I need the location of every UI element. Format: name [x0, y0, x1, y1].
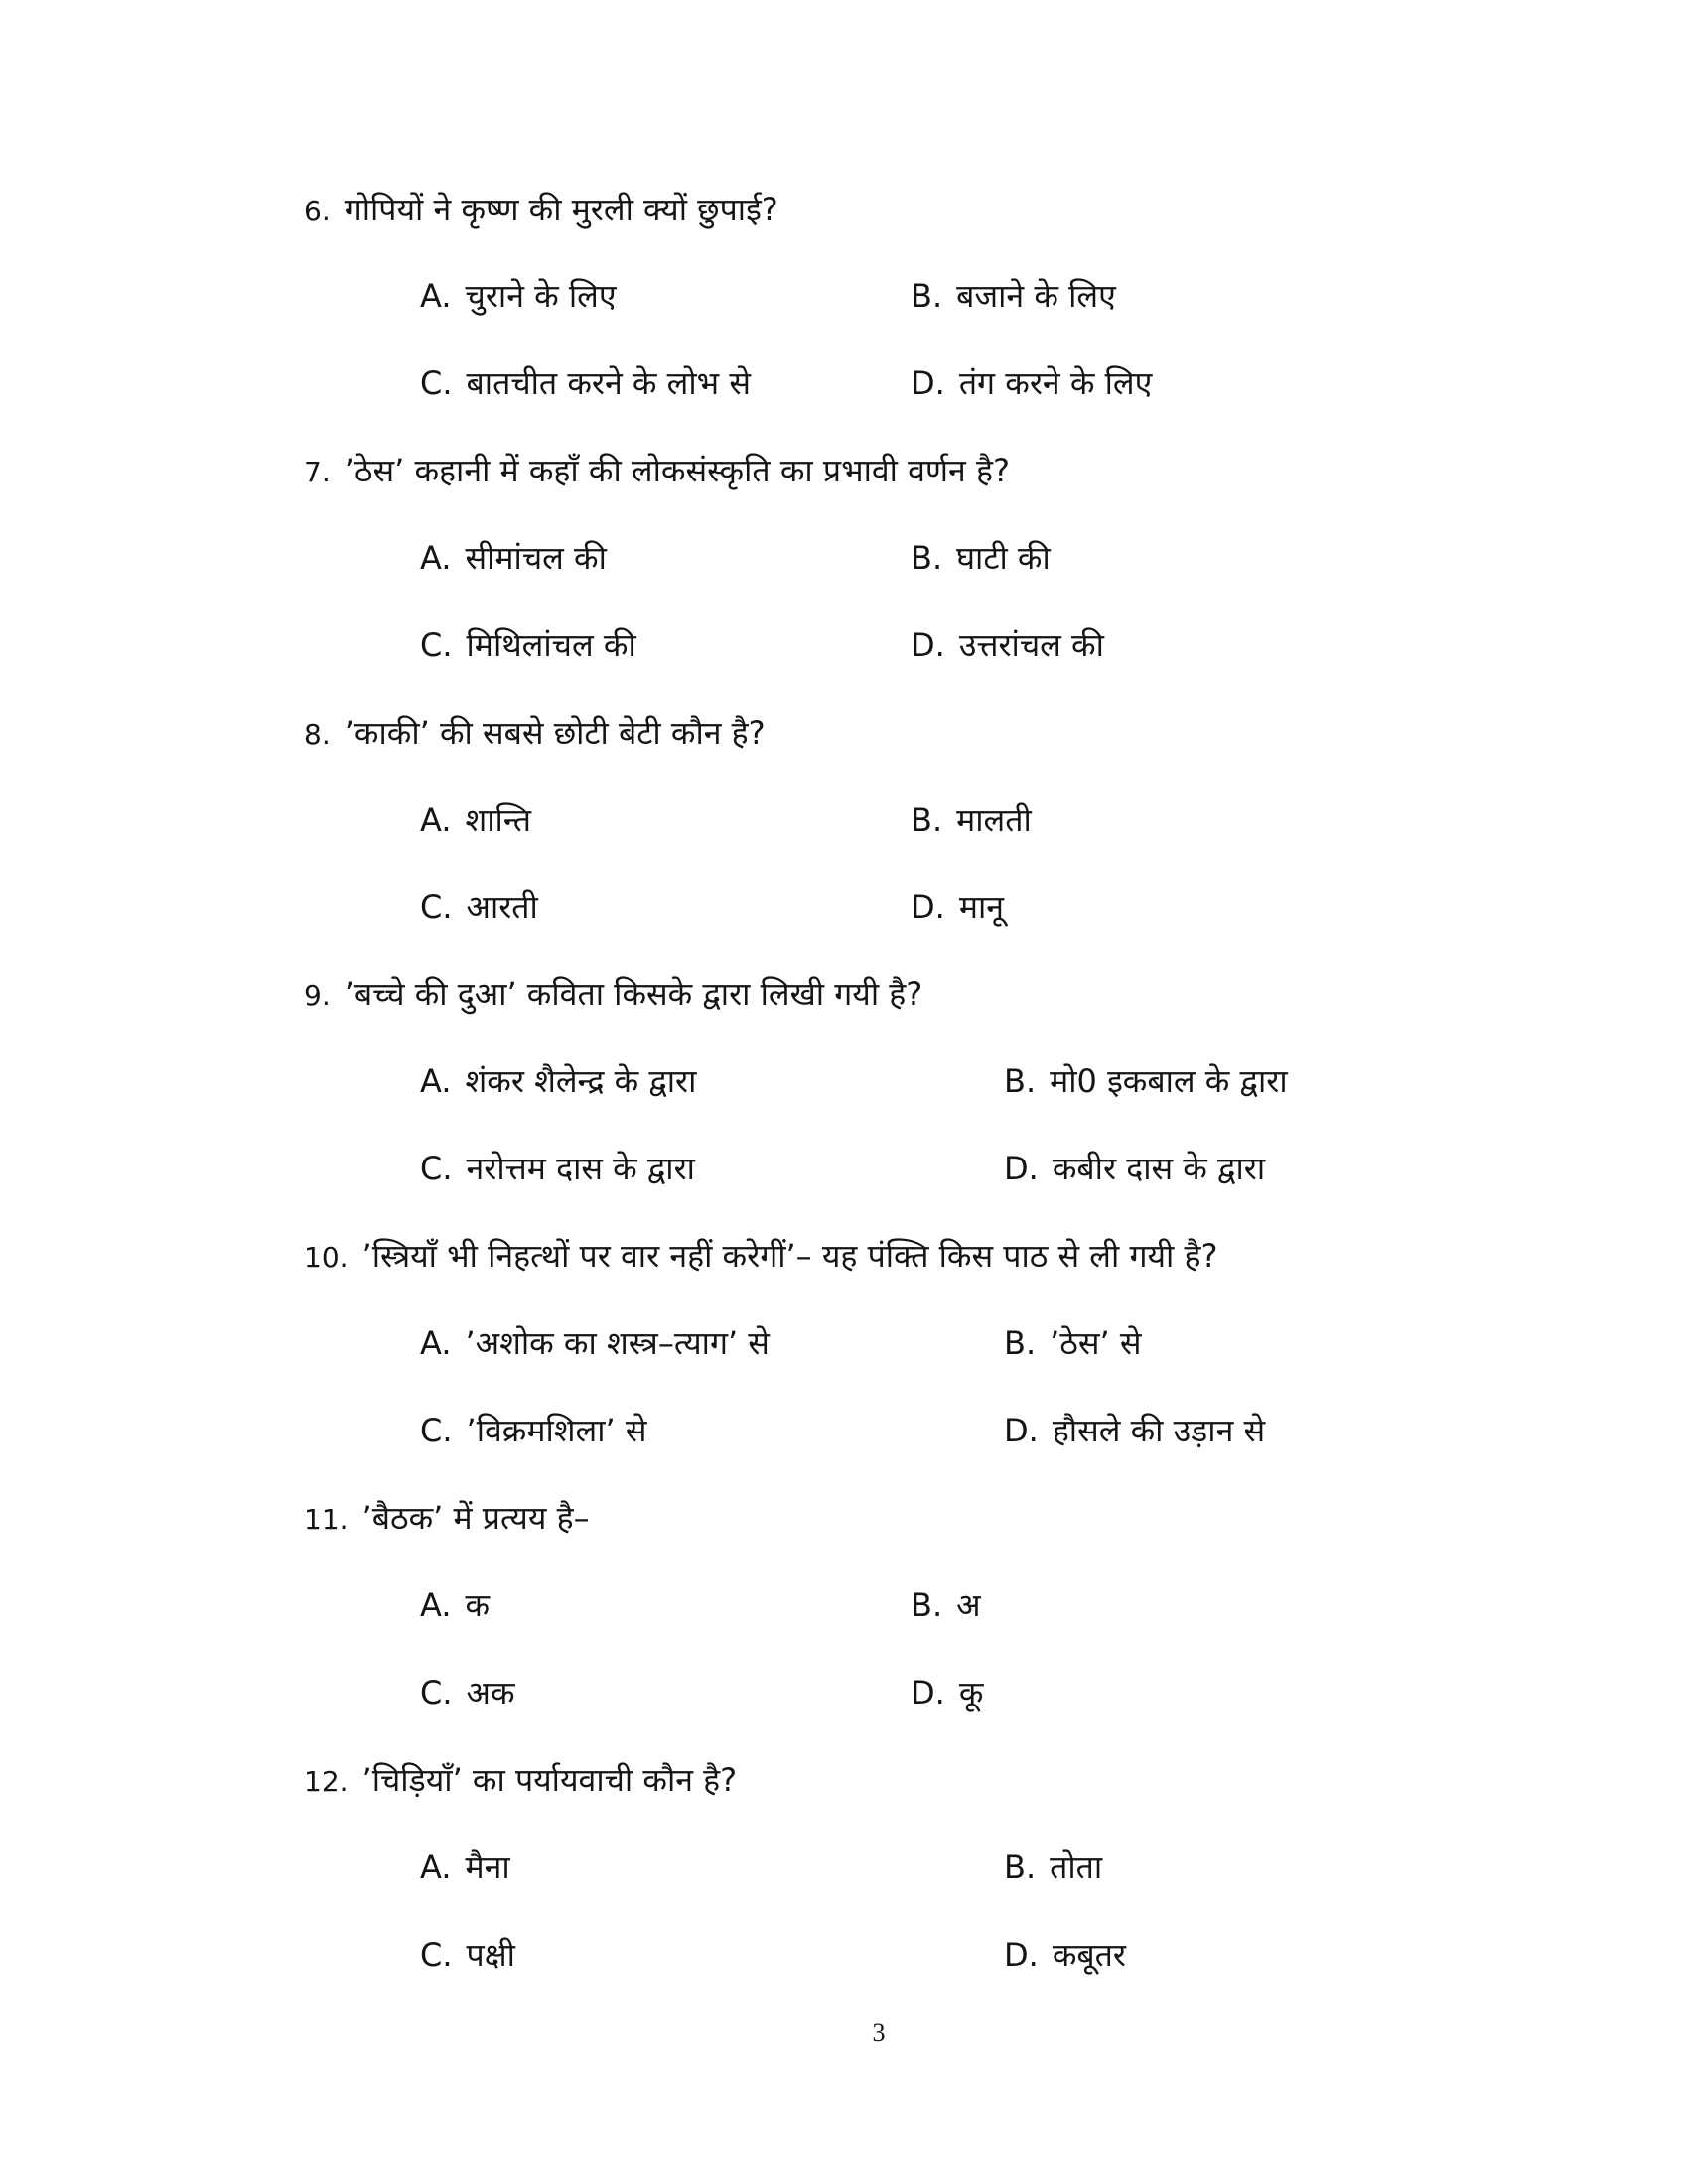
question-7-option-b [911, 528, 1051, 588]
question-12-option-a [420, 1838, 510, 1897]
option-letter: D. [911, 364, 945, 402]
question-text: ’काकी’ की सबसे छोटी बेटी कौन है? [344, 714, 766, 751]
question-number: 7. [304, 456, 331, 488]
question-12 [304, 1750, 1595, 1810]
question-8 [304, 703, 1595, 762]
option-letter: C. [420, 1150, 453, 1187]
option-text: कबीर दास के द्वारा [1052, 1150, 1266, 1187]
question-number: 9. [304, 979, 331, 1012]
option-text: चुराने के लिए [465, 277, 617, 315]
option-text: हौसले की उड़ान से [1052, 1412, 1266, 1449]
question-11-option-d [911, 1663, 983, 1722]
option-text: मानू [958, 888, 1004, 926]
question-7-option-c [420, 615, 636, 675]
option-letter: C. [420, 888, 453, 926]
question-8-option-b [911, 790, 1032, 850]
question-12-option-c [420, 1925, 515, 1984]
option-letter: B. [911, 539, 943, 577]
option-letter: B. [911, 277, 943, 315]
option-text: आरती [466, 888, 538, 926]
option-text: ’ठेस’ से [1050, 1324, 1142, 1362]
option-text: मालती [956, 801, 1032, 839]
question-8-option-c [420, 878, 538, 937]
option-text: तोता [1050, 1848, 1103, 1886]
question-number: 8. [304, 718, 331, 751]
option-letter: D. [1004, 1150, 1039, 1187]
option-text: उत्तरांचल की [958, 626, 1104, 664]
option-letter: B. [1004, 1848, 1037, 1886]
question-9-option-d [1004, 1139, 1265, 1198]
question-11-option-a [420, 1575, 490, 1635]
question-8-option-a [420, 790, 531, 850]
page-number: 3 [872, 2018, 886, 2047]
option-letter: C. [420, 364, 453, 402]
option-letter: A. [420, 1848, 452, 1886]
option-text: पक्षी [466, 1936, 515, 1974]
option-text: मिथिलांचल की [466, 626, 636, 664]
option-letter: A. [420, 1586, 452, 1624]
option-letter: C. [420, 1936, 453, 1974]
option-text: ’अशोक का शस्त्र–त्याग’ से [465, 1324, 770, 1362]
option-text: क [465, 1586, 491, 1624]
question-text: ’बच्चे की दुआ’ कविता किसके द्वारा लिखी गयी है? [344, 975, 923, 1013]
question-9-option-a [420, 1051, 696, 1111]
question-9-option-c [420, 1139, 695, 1198]
question-number: 12. [304, 1765, 349, 1798]
question-9-option-b [1004, 1051, 1288, 1111]
question-6-option-b [911, 266, 1116, 326]
question-text: ’बैठक’ में प्रत्यय है– [361, 1499, 590, 1537]
question-9 [304, 964, 1595, 1024]
option-letter: B. [1004, 1324, 1037, 1362]
question-10 [304, 1226, 1595, 1286]
option-letter: A. [420, 539, 452, 577]
question-10-option-a [420, 1313, 770, 1373]
option-text: मो0 इकबाल के द्वारा [1050, 1062, 1288, 1100]
question-text: ’चिड़ियाँ’ का पर्यायवाची कौन है? [361, 1761, 738, 1799]
option-letter: A. [420, 1062, 452, 1100]
option-text: शान्ति [465, 801, 531, 839]
option-letter: D. [1004, 1936, 1039, 1974]
option-letter: A. [420, 277, 452, 315]
option-letter: A. [420, 1324, 452, 1362]
option-text: मैना [465, 1848, 510, 1886]
option-letter: B. [911, 801, 943, 839]
question-8-option-d [911, 878, 1004, 937]
option-text: नरोत्तम दास के द्वारा [466, 1150, 695, 1187]
question-11 [304, 1488, 1595, 1548]
option-letter: C. [420, 1674, 453, 1711]
option-text: तंग करने के लिए [958, 364, 1153, 402]
question-text: गोपियों ने कृष्ण की मुरली क्यों छुपाई? [344, 191, 778, 228]
option-text: बातचीत करने के लोभ से [466, 364, 751, 402]
question-7-option-d [911, 615, 1104, 675]
question-10-option-d [1004, 1401, 1265, 1460]
option-letter: B. [1004, 1062, 1037, 1100]
question-6 [304, 180, 1595, 239]
question-6-option-c [420, 353, 751, 413]
question-number: 10. [304, 1241, 349, 1274]
option-text: अ [956, 1586, 981, 1624]
question-7 [304, 441, 1595, 500]
option-text: घाटी की [956, 539, 1051, 577]
option-letter: D. [911, 1674, 945, 1711]
option-text: ’विक्रमशिला’ से [466, 1412, 647, 1449]
question-6-option-a [420, 266, 617, 326]
option-text: अक [466, 1674, 515, 1711]
question-text: ’स्त्रियाँ भी निहत्थों पर वार नहीं करेगीं’– यह पंक्ति किस पाठ से ली गयी है? [361, 1237, 1218, 1275]
question-number: 11. [304, 1503, 349, 1536]
question-10-option-c [420, 1401, 647, 1460]
option-letter: C. [420, 626, 453, 664]
option-text: सीमांचल की [465, 539, 607, 577]
question-6-option-d [911, 353, 1152, 413]
question-7-option-a [420, 528, 607, 588]
question-12-option-d [1004, 1925, 1126, 1984]
question-12-option-b [1004, 1838, 1102, 1897]
option-text: कू [958, 1674, 984, 1711]
option-letter: D. [1004, 1412, 1039, 1449]
option-letter: D. [911, 626, 945, 664]
question-11-option-c [420, 1663, 515, 1722]
option-text: बजाने के लिए [956, 277, 1116, 315]
question-text: ’ठेस’ कहानी में कहाँ की लोकसंस्कृति का प्रभावी वर्णन है? [344, 452, 1010, 489]
option-text: कबूतर [1052, 1936, 1126, 1974]
option-letter: D. [911, 888, 945, 926]
question-number: 6. [304, 195, 331, 227]
option-letter: B. [911, 1586, 943, 1624]
option-letter: A. [420, 801, 452, 839]
question-11-option-b [911, 1575, 981, 1635]
option-letter: C. [420, 1412, 453, 1449]
question-10-option-b [1004, 1313, 1142, 1373]
option-text: शंकर शैलेन्द्र के द्वारा [465, 1062, 697, 1100]
